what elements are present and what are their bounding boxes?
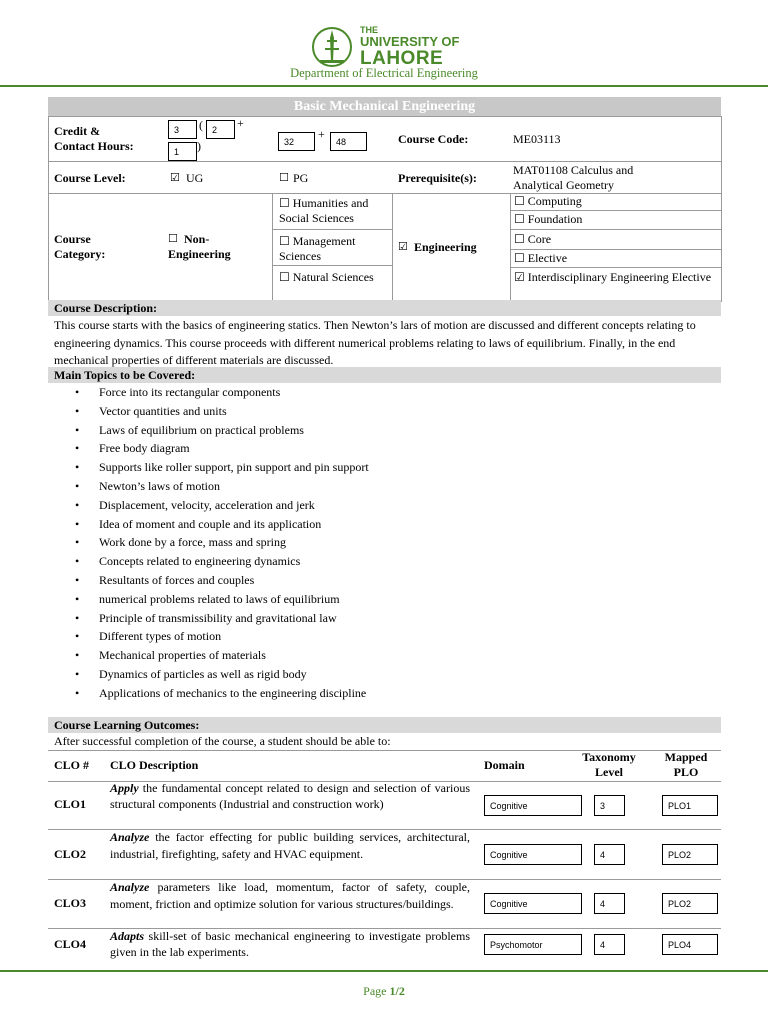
plo-header-line1: Mapped xyxy=(664,750,708,764)
department-name: Department of Electrical Engineering xyxy=(290,66,478,80)
clo-column-header: CLO # xyxy=(54,758,90,772)
row-divider xyxy=(510,229,721,230)
plo-field[interactable]: PLO2 xyxy=(662,893,718,914)
list-item: • Mechanical properties of materials xyxy=(72,647,369,666)
list-item: • Displacement, velocity, acceleration and jerk xyxy=(72,497,369,516)
list-item: • Idea of moment and couple and its application xyxy=(72,516,369,535)
computing-option[interactable]: ☐ Computing xyxy=(514,194,582,208)
humanities-option[interactable]: ☐ Humanities and Social Sciences xyxy=(279,196,369,225)
row-divider xyxy=(510,249,721,250)
logo-text-lahore: LAHORE xyxy=(360,48,444,69)
description-heading: Course Description: xyxy=(54,301,157,315)
outcomes-heading: Course Learning Outcomes: xyxy=(54,718,200,732)
pg-label: PG xyxy=(293,171,309,185)
row-divider xyxy=(272,265,392,266)
prerequisite-value: MAT01108 Calculus and Analytical Geometry xyxy=(513,163,634,192)
clo-verb: Analyze xyxy=(110,830,150,844)
theory-hours-field[interactable]: 2 xyxy=(206,120,235,139)
list-item: • numerical problems related to laws of equilibrium xyxy=(72,591,369,610)
list-item: • Different types of motion xyxy=(72,628,369,647)
plus-sign: + xyxy=(237,116,244,130)
list-item: • Supports like roller support, pin support and pin support xyxy=(72,459,369,478)
course-title: Basic Mechanical Engineering xyxy=(293,99,476,114)
taxonomy-field[interactable]: 3 xyxy=(594,795,625,816)
list-item: • Applications of mechanics to the engineering discipline xyxy=(72,685,369,704)
clo-number: CLO2 xyxy=(54,847,87,861)
domain-field[interactable]: Cognitive xyxy=(484,844,582,865)
list-item: • Force into its rectangular components xyxy=(72,384,369,403)
list-item: • Vector quantities and units xyxy=(72,403,369,422)
row-divider xyxy=(510,210,721,211)
paren-close: ) xyxy=(197,139,201,153)
clo-description xyxy=(110,781,470,812)
clo-description xyxy=(110,929,470,960)
plus-sign: + xyxy=(318,127,325,141)
engineering-checkbox[interactable]: ☑ xyxy=(398,240,408,253)
taxonomy-header-line2: Level xyxy=(595,765,623,779)
page-value: 1/2 xyxy=(389,984,405,998)
col-divider xyxy=(510,193,511,300)
category-label-line1: Course xyxy=(54,232,91,246)
clo-verb: Adapts xyxy=(110,929,145,943)
course-code-label: Course Code: xyxy=(398,132,469,146)
credit-hours-field[interactable]: 3 xyxy=(168,120,197,139)
natural-sciences-option[interactable]: ☐ Natural Sciences xyxy=(279,270,374,284)
logo-text-university: UNIVERSITY OF xyxy=(360,34,460,49)
elective-option[interactable]: ☐ Elective xyxy=(514,251,568,265)
paren-open: ( xyxy=(199,118,203,132)
list-item: • Laws of equilibrium on practical problems xyxy=(72,422,369,441)
clo-description xyxy=(110,829,470,863)
page-number xyxy=(0,984,768,999)
description-text: This course starts with the basics of engineering statics. Then Newton’s lars of motion are discussed and different concepts relating to engineering dynamics. This course proceeds with different numerical problems relating to laws of equilibrium. Finally, in the end mechanical properties of different materials are discussed. xyxy=(54,318,696,367)
plo-field[interactable]: PLO2 xyxy=(662,844,718,865)
clo-number: CLO4 xyxy=(54,937,87,951)
clo-verb: Apply xyxy=(110,781,139,795)
management-option[interactable]: ☐ Management Sciences xyxy=(279,234,356,263)
foundation-option[interactable]: ☐ Foundation xyxy=(514,212,583,226)
non-engineering-checkbox[interactable]: ☐ xyxy=(168,232,178,245)
ug-label: UG xyxy=(186,171,204,185)
domain-header: Domain xyxy=(484,758,525,772)
clo-description xyxy=(110,879,470,912)
list-item: • Dynamics of particles as well as rigid body xyxy=(72,666,369,685)
list-item: • Concepts related to engineering dynamics xyxy=(72,553,369,572)
clo-number: CLO1 xyxy=(54,797,87,811)
page-prefix: Page xyxy=(363,984,390,998)
university-logo xyxy=(310,26,460,68)
clo-text: the factor effecting for public building services, architectural, industrial, firefighting, safety and HVAC equipment. xyxy=(110,830,470,861)
list-item: • Newton’s laws of motion xyxy=(72,478,369,497)
plo-field[interactable]: PLO1 xyxy=(662,795,718,816)
interdisciplinary-option[interactable]: ☑ Interdisciplinary Engineering Elective xyxy=(514,270,712,284)
non-engineering-label2: Engineering xyxy=(168,247,231,261)
list-item: • Work done by a force, mass and spring xyxy=(72,534,369,553)
taxonomy-field[interactable]: 4 xyxy=(594,934,625,955)
header-rule xyxy=(0,85,768,87)
clo-number: CLO3 xyxy=(54,896,87,910)
clo-description-header: CLO Description xyxy=(110,758,199,772)
prerequisite-label: Prerequisite(s): xyxy=(398,171,477,185)
pg-checkbox[interactable]: ☐ xyxy=(279,171,289,184)
theory-contact-field[interactable]: 32 xyxy=(278,132,315,151)
list-item: • Principle of transmissibility and gravitational law xyxy=(72,610,369,629)
topics-list xyxy=(72,384,369,704)
domain-field[interactable]: Cognitive xyxy=(484,893,582,914)
minar-logo-icon xyxy=(310,26,354,68)
non-engineering-label1: Non- xyxy=(184,232,210,246)
topics-heading: Main Topics to be Covered: xyxy=(54,368,196,382)
taxonomy-header-line1: Taxonomy xyxy=(582,750,636,764)
list-item: • Free body diagram xyxy=(72,440,369,459)
category-label-line2: Category: xyxy=(54,247,106,261)
list-item: • Resultants of forces and couples xyxy=(72,572,369,591)
plo-field[interactable]: PLO4 xyxy=(662,934,718,955)
clo-text: parameters like load, momentum, factor of safety, couple, moment, friction and optimize solution for various structures/buildings. xyxy=(110,880,470,911)
footer-rule xyxy=(0,970,768,972)
domain-field[interactable]: Psychomotor xyxy=(484,934,582,955)
contact-hours-label: Contact Hours: xyxy=(54,139,134,153)
col-divider xyxy=(272,193,273,300)
course-level-label: Course Level: xyxy=(54,171,126,185)
ug-checkbox[interactable]: ☑ xyxy=(170,171,180,184)
core-option[interactable]: ☐ Core xyxy=(514,232,552,246)
logo-text-the: THE xyxy=(360,25,378,35)
clo-text: the fundamental concept related to design and selection of various structural components (Industrial and construction work) xyxy=(110,781,470,811)
engineering-label: Engineering xyxy=(414,240,477,254)
lab-contact-field[interactable]: 48 xyxy=(330,132,367,151)
taxonomy-field[interactable]: 4 xyxy=(594,893,625,914)
outcomes-intro: After successful completion of the course, a student should be able to: xyxy=(54,734,391,748)
credit-label: Credit & xyxy=(54,124,101,138)
lab-hours-field[interactable]: 1 xyxy=(168,142,197,161)
row-divider xyxy=(48,161,721,162)
row-divider xyxy=(48,193,721,194)
domain-field[interactable]: Cognitive xyxy=(484,795,582,816)
col-divider xyxy=(392,193,393,300)
row-divider xyxy=(510,267,721,268)
course-code-value: ME03113 xyxy=(513,132,561,146)
clo-text: skill-set of basic mechanical engineering to investigate problems given in the lab experiments. xyxy=(110,929,470,959)
taxonomy-field[interactable]: 4 xyxy=(594,844,625,865)
clo-verb: Analyze xyxy=(110,880,150,894)
row-divider xyxy=(272,229,392,230)
plo-header-line2: PLO xyxy=(673,765,699,779)
